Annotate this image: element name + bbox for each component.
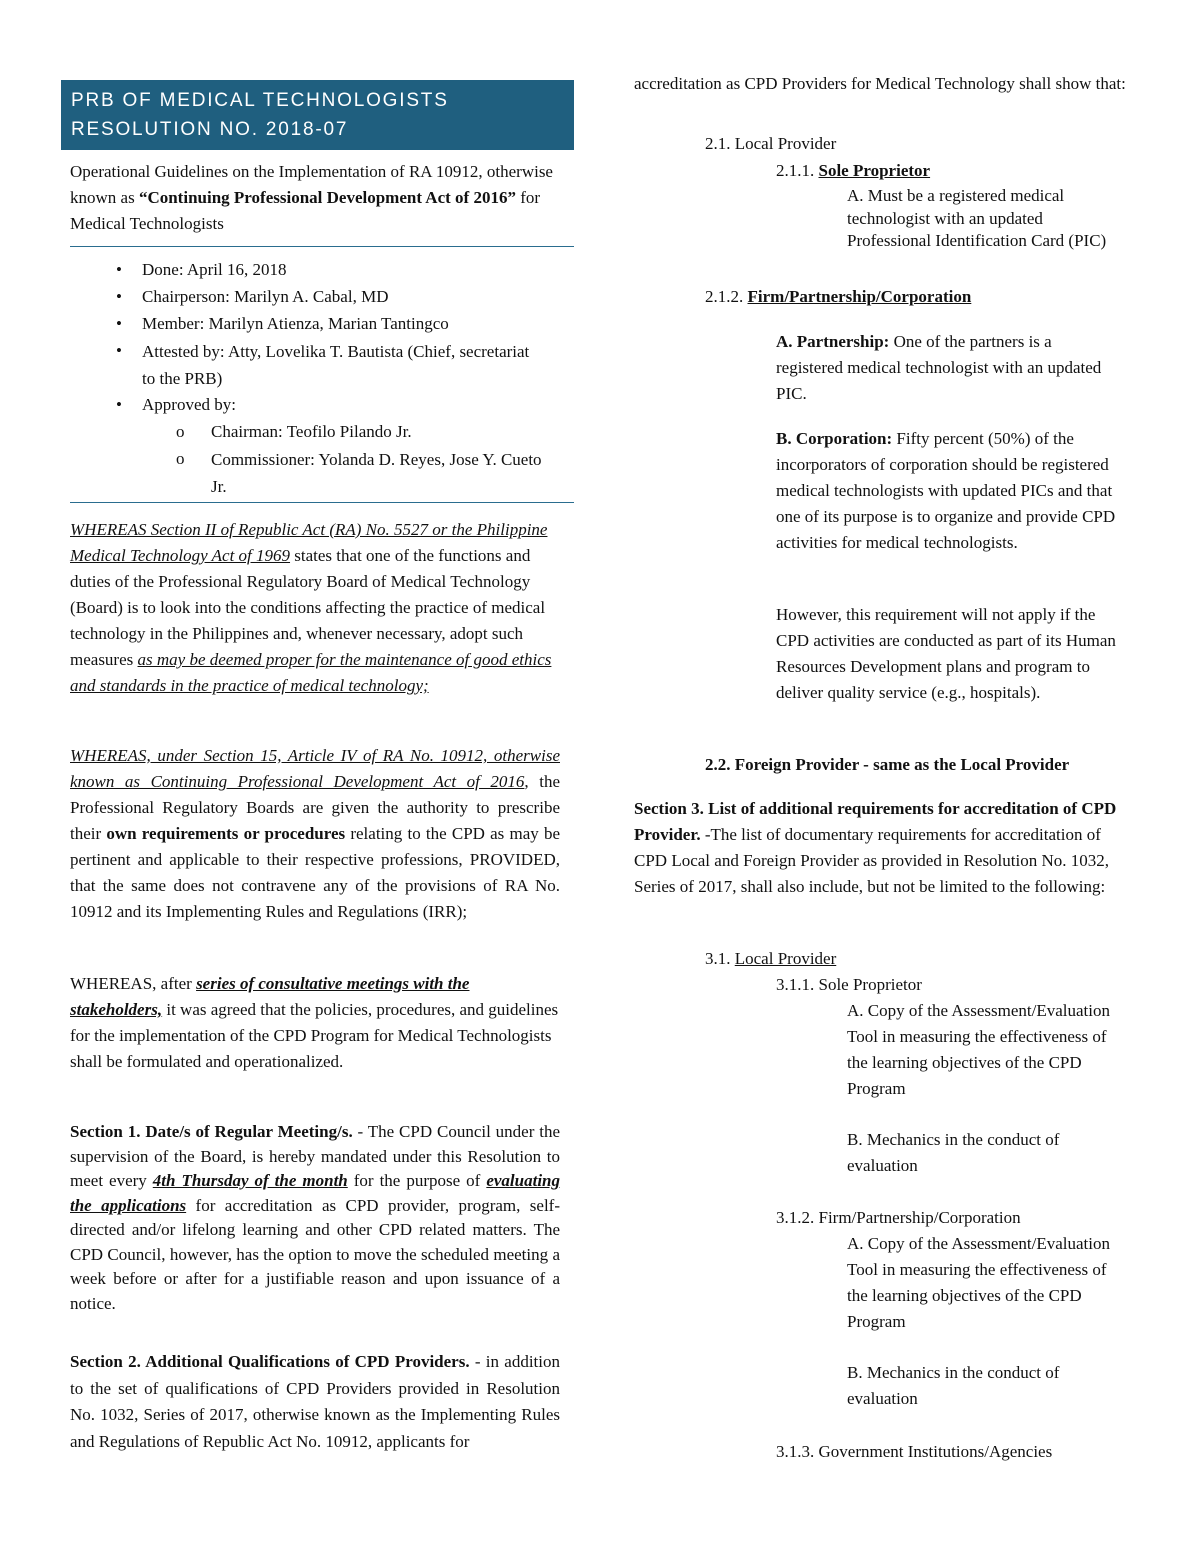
section3-sole-a: A. Copy of the Assessment/Evaluation Tool in measuring the effectiveness of the learning objectives of the CPD Program [847, 1001, 1111, 1098]
section3-firm: 3.1.2. Firm/Partnership/Corporation [776, 1208, 1021, 1227]
section3-sole-b: B. Mechanics in the conduct of evaluation [847, 1130, 1060, 1175]
section-1: Section 1. Date/s of Regular Meeting/s. - The CPD Council under the supervision of the Board, is hereby mandated under this Resolution to meet every 4th Thursday of the month for the purpose of evaluating the applications for accreditation as CPD provider, program, self-directed and/or lifelong learning and other CPD related matters. The CPD Council, however, has the option to move the scheduled meeting a week before or after for a justifiable reason and upon issuance of a notice. [70, 1122, 560, 1313]
firm-heading: 2.1.2. Firm/Partnership/Corporation [705, 287, 972, 306]
section3-heading: Section 3. List of additional requirements for accreditation of CPD Provider. [634, 799, 1117, 844]
bullet-icon: o [176, 422, 185, 441]
act-name: “Continuing Professional Development Act of 2016” [138, 188, 516, 207]
bullet-icon: o [176, 449, 185, 468]
partnership-requirement: A. Partnership: One of the partners is a registered medical technologist with an updated PIC. [776, 332, 1102, 403]
whereas1-reference: WHEREAS Section II of Republic Act (RA) No. 5527 or the Philippine Medical Technology Act of 1969 [70, 520, 548, 565]
whereas-paragraph-3: WHEREAS, after series of consultative meetings with the stakeholders, it was agreed that the policies, procedures, and guidelines for the implementation of the CPD Program for Medical Technologists shall be formulated and operationalized. [70, 974, 559, 1071]
whereas2-reference: WHEREAS, under Section 15, Article IV of RA No. 10912, otherwise known as Continuing Professional Development Act of 2016 [70, 746, 560, 791]
however-note: However, this requirement will not apply if the CPD activities are conducted as part of its Human Resources Development plans and program to deliver quality service (e.g., hospitals). [776, 605, 1116, 702]
section-2: Section 2. Additional Qualifications of CPD Providers. - in addition to the set of qualifications of CPD Providers provided in Resolution No. 1032, Series of 2017, otherwise known as the Implementing Rules and Regulations of Republic Act No. 10912, applicants for [70, 1352, 560, 1451]
whereas-paragraph-2: WHEREAS, under Section 15, Article IV of RA No. 10912, otherwise known as Continuing Professional Development Act of 2016, the Professional Regulatory Boards are given the authority to prescribe their own requirements or procedures relating to the CPD as may be pertinent and applicable to their respective professions, PROVIDED, that the same does not contravene any of the provisions of RA No. 10912 and its Implementing Rules and Regulations (IRR); [70, 746, 560, 921]
header-band [61, 80, 574, 150]
section1-heading: Section 1. Date/s of Regular Meeting/s. [70, 1122, 353, 1141]
list-item: • Done: April 16, 2018 [70, 257, 550, 283]
bullet-icon: • [116, 260, 122, 279]
corporation-requirement: B. Corporation: Fifty percent (50%) of the incorporators of corporation should be registered medical technologists with updated PICs and that one of its purpose is to organize and provide CPD activities for medical technologists. [776, 429, 1116, 552]
sole-proprietor-heading: 2.1.1. Sole Proprietor [776, 161, 931, 180]
section3-government: 3.1.3. Government Institutions/Agencies [776, 1442, 1053, 1461]
bullet-icon: • [116, 314, 122, 333]
divider-bottom [70, 502, 574, 503]
local-provider-heading: 2.1. Local Provider [705, 134, 837, 153]
section-3: Section 3. List of additional requirements for accreditation of CPD Provider. -The list of documentary requirements for accreditation of CPD Local and Foreign Provider as provided in Resolution No. 1032, Series of 2017, shall also include, but not be limited to the following: [634, 799, 1117, 896]
sole-proprietor-requirement: A. Must be a registered medical technologist with an updated Professional Identification Card (PIC) [847, 186, 1107, 250]
divider-top [70, 246, 574, 247]
resolution-title-line2: RESOLUTION NO. 2018-07 [71, 119, 349, 140]
foreign-provider-heading: 2.2. Foreign Provider - same as the Local Provider [705, 755, 1070, 774]
section3-firm-a: A. Copy of the Assessment/Evaluation Tool in measuring the effectiveness of the learning objectives of the CPD Program [847, 1234, 1111, 1331]
section-2-continued: accreditation as CPD Providers for Medical Technology shall show that: [634, 74, 1126, 93]
bullet-icon: • [116, 287, 122, 306]
document-subtitle: Operational Guidelines on the Implementation of RA 10912, otherwise known as “Continuing Professional Development Act of 2016” for Medical Technologists [70, 162, 553, 233]
section3-firm-b: B. Mechanics in the conduct of evaluation [847, 1363, 1060, 1408]
whereas-paragraph-1: WHEREAS Section II of Republic Act (RA) No. 5527 or the Philippine Medical Technology Act of 1969 states that one of the functions and duties of the Professional Regulatory Board of Medical Technology (Board) is to look into the conditions affecting the practice of medical technology in the Philippines and, whenever necessary, adopt such measures as may be deemed proper for the maintenance of good ethics and standards in the practice of medical technology; [70, 520, 552, 695]
section2-heading: Section 2. Additional Qualifications of CPD Providers. [70, 1352, 470, 1371]
section3-local-provider-heading: 3.1. Local Provider [705, 949, 837, 968]
bullet-icon: • [116, 395, 122, 414]
bullet-icon: • [116, 341, 122, 360]
section3-sole-proprietor: 3.1.1. Sole Proprietor [776, 975, 922, 994]
resolution-title-line1: PRB OF MEDICAL TECHNOLOGISTS [71, 90, 449, 111]
